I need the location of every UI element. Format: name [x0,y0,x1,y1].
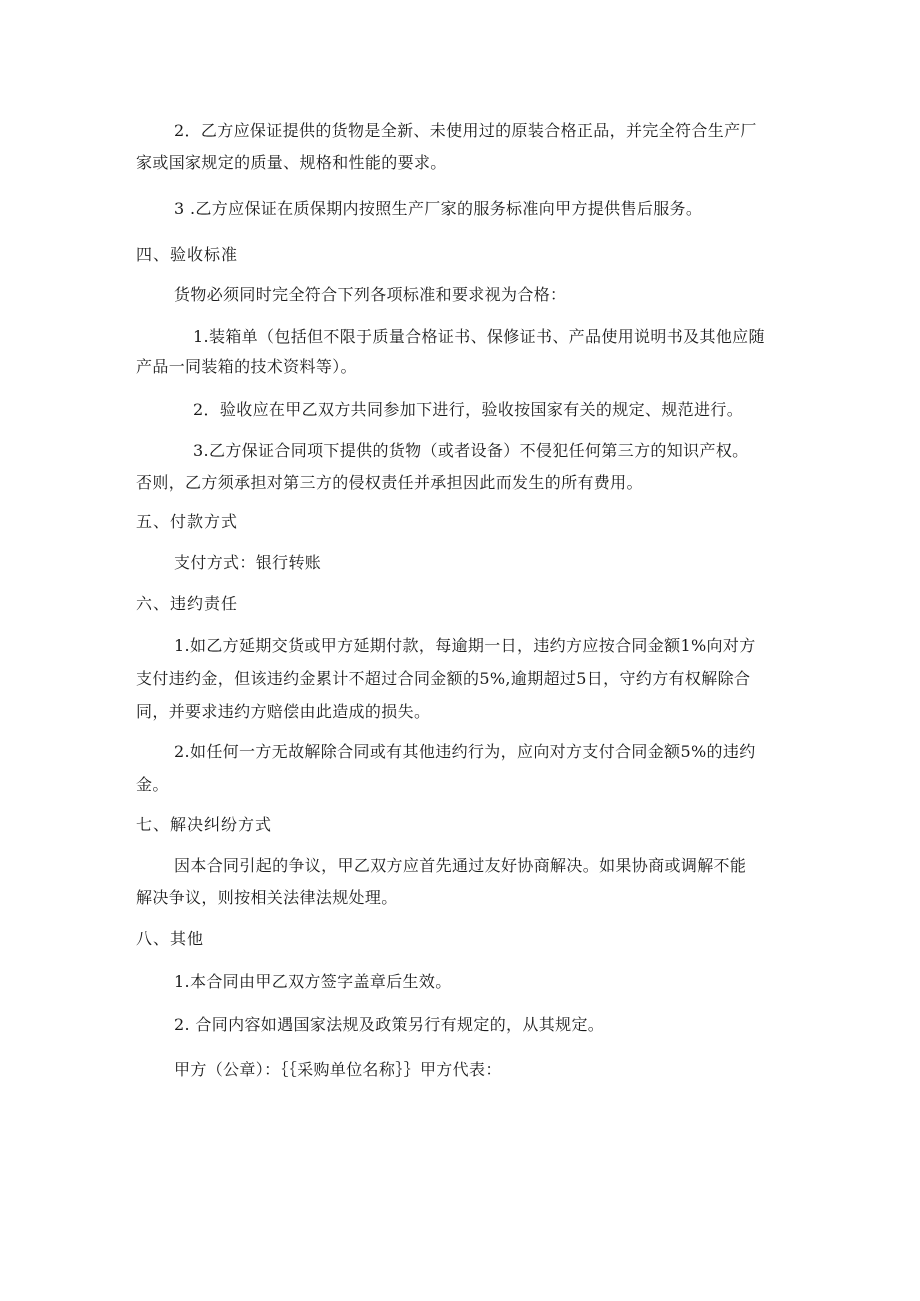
section-7-heading: 七、解决纠纷方式 [136,815,273,834]
section-4-heading: 四、验收标准 [136,245,239,264]
clause-3-3: 3 .乙方应保证在质保期内按照生产厂家的服务标准向甲方提供售后服务。 [174,199,703,218]
clause-6-1-line-2: 支付违约金，但该违约金累计不超过合同金额的5%,逾期超过5日，守约方有权解除合 [136,669,751,688]
section-7-text-line-2: 解决争议，则按相关法律法规处理。 [136,888,398,907]
clause-6-2-line-2: 金。 [136,775,169,794]
clause-6-1-line-3: 同，并要求违约方赔偿由此造成的损失。 [136,702,431,721]
payment-method: 支付方式：银行转账 [174,553,322,572]
clause-4-2: 2．验收应在甲乙双方共同参加下进行，验收按国家有关的规定、规范进行。 [193,400,744,419]
section-7-text-line-1: 因本合同引起的争议，甲乙双方应首先通过友好协商解决。如果协商或调解不能 [174,856,747,875]
clause-3-2-line-2: 家或国家规定的质量、规格和性能的要求。 [136,153,447,172]
clause-6-1-line-1: 1.如乙方延期交货或甲方延期付款，每逾期一日，违约方应按合同金额1%向对方 [174,636,756,655]
party-a-signature-line: 甲方（公章）：｛｛采购单位名称｝｝甲方代表： [174,1060,502,1079]
section-5-heading: 五、付款方式 [136,512,239,531]
clause-4-1-line-2: 产品一同装箱的技术资料等）。 [136,357,357,376]
section-4-intro: 货物必须同时完全符合下列各项标准和要求视为合格： [174,285,567,304]
clause-3-2-line-1: 2．乙方应保证提供的货物是全新、未使用过的原装合格正品，并完全符合生产厂 [174,121,757,140]
clause-6-2-line-1: 2.如任何一方无故解除合同或有其他违约行为，应向对方支付合同金额5%的违约 [174,742,756,761]
clause-8-2: 2. 合同内容如遇国家法规及政策另行有规定的，从其规定。 [174,1015,605,1034]
clause-4-1-line-1: 1.装箱单（包括但不限于质量合格证书、保修证书、产品使用说明书及其他应随 [193,327,765,346]
clause-8-1: 1.本合同由甲乙双方签字盖章后生效。 [174,972,452,991]
section-8-heading: 八、其他 [136,929,205,948]
section-6-heading: 六、违约责任 [136,594,239,613]
clause-4-3-line-1: 3.乙方保证合同项下提供的货物（或者设备）不侵犯任何第三方的知识产权。 [193,441,749,460]
clause-4-3-line-2: 否则，乙方须承担对第三方的侵权责任并承担因此而发生的所有费用。 [136,473,643,492]
